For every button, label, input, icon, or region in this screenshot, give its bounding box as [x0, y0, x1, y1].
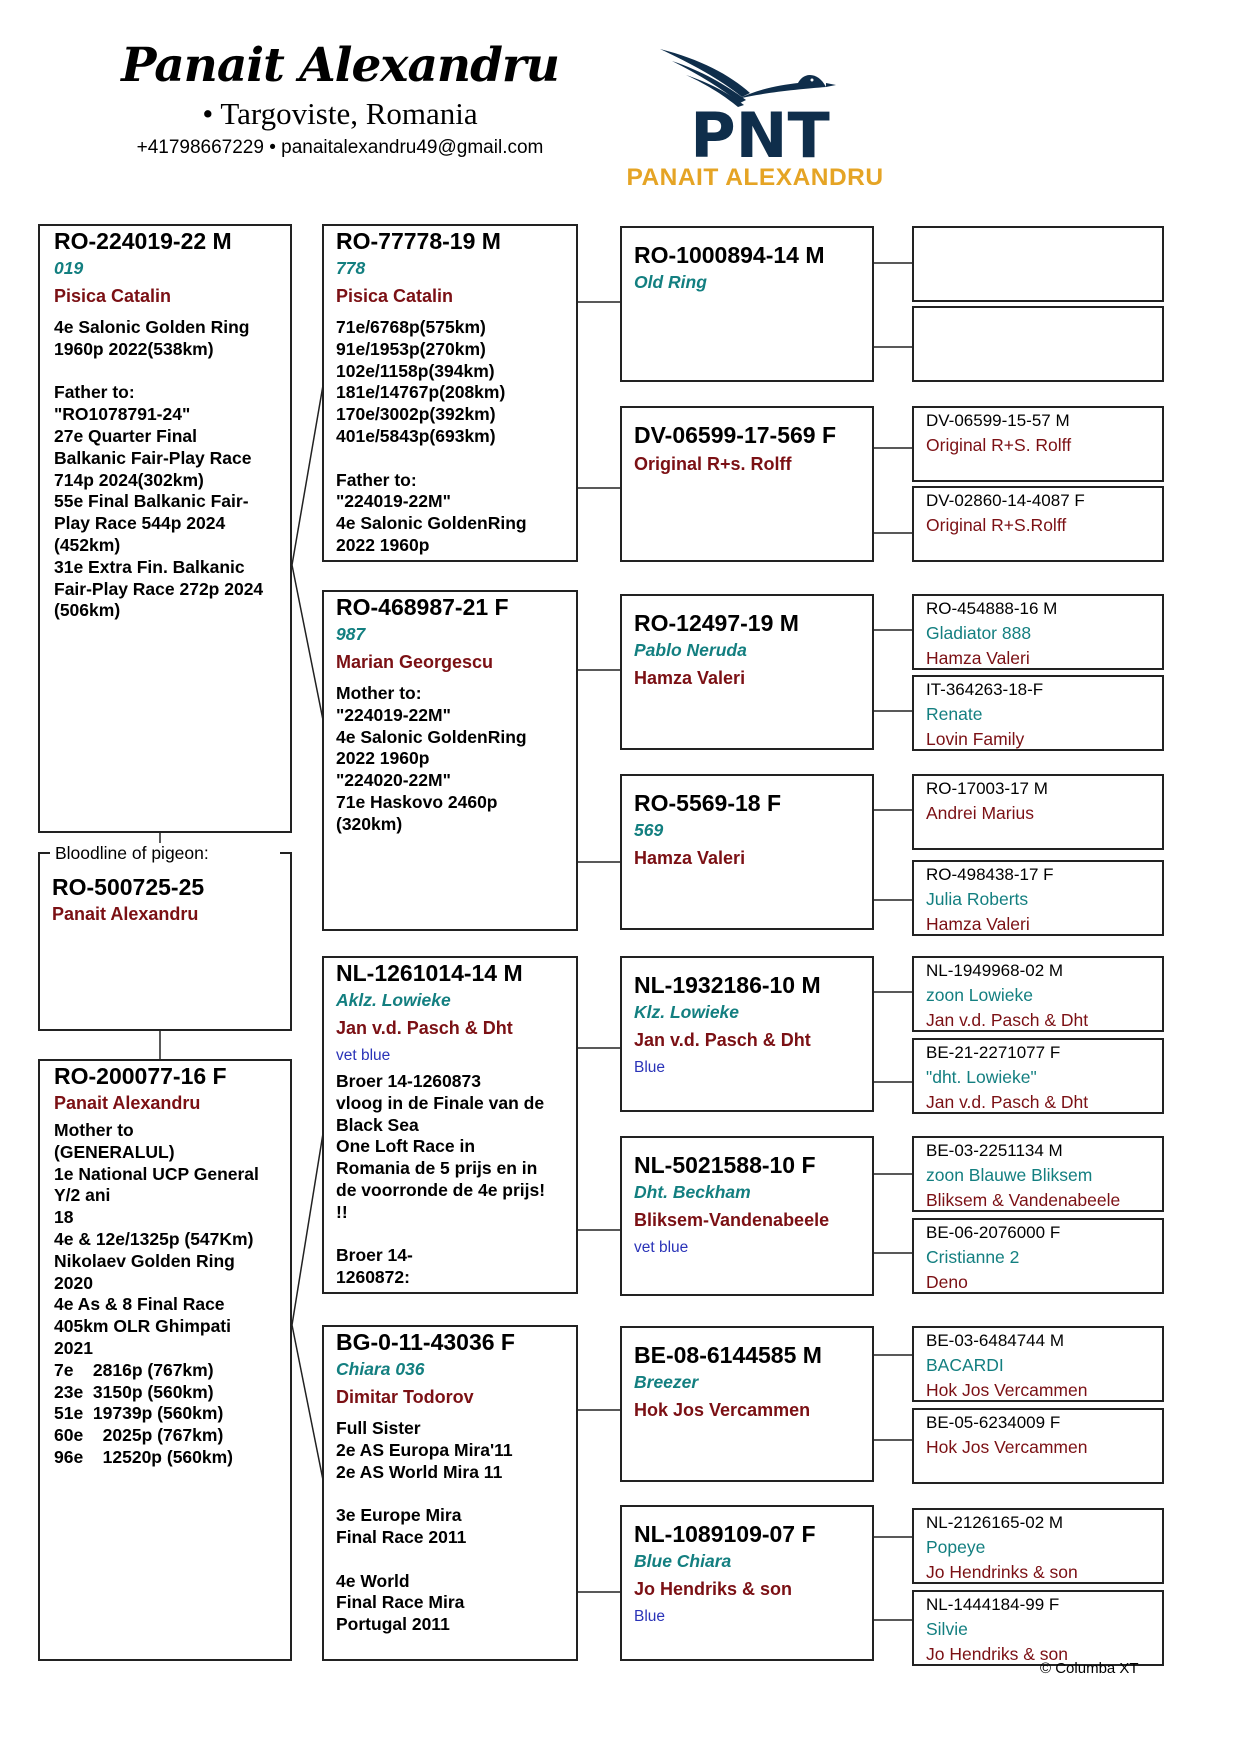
logo-letters: PNT	[690, 99, 830, 160]
gen1-name: Chiara 036	[336, 1359, 425, 1379]
gen3-owner: Andrei Marius	[926, 803, 1034, 823]
gen2-name: Breezer	[634, 1372, 699, 1392]
gen2-card-6	[620, 1326, 874, 1482]
gen2-ring: NL-1089109-07 F	[634, 1521, 816, 1547]
gen3-card-4	[912, 594, 1164, 670]
gen3-owner: Bliksem & Vandenabeele	[926, 1190, 1121, 1210]
gen3-owner: Jan v.d. Pasch & Dht	[926, 1010, 1089, 1030]
gen3-name: "dht. Lowieke"	[926, 1067, 1037, 1087]
gen3-owner: Original R+S. Rolff	[926, 435, 1072, 455]
gen1-name: 987	[336, 624, 366, 644]
gen2-ring: RO-1000894-14 M	[634, 242, 825, 268]
gen3-ring: BE-03-2251134 M	[926, 1141, 1063, 1160]
mate-notes: Mother to (GENERALUL) 1e National UCP General Y/2 ani 18 4e & 12e/1325p (547Km) Nikolaev Golden Ring 2020 4e As & 8 Final Race 405km OLR Ghimpati 2021 7e 2816p (767km) 23e 3150p (560km) 51e 19739p (560km) 60e 2025p (767km) 96e 12520p (560km)	[54, 1120, 259, 1467]
gen3-ring: RO-498438-17 F	[926, 865, 1054, 884]
gen2-card-5	[620, 1136, 874, 1296]
gen1-card-1	[322, 590, 578, 931]
gen2-ring: RO-5569-18 F	[634, 790, 782, 816]
gen2-owner: Hok Jos Vercammen	[634, 1400, 811, 1420]
gen1-card-0	[322, 224, 578, 562]
gen3-ring: IT-364263-18-F	[926, 680, 1044, 699]
gen3-card-8	[912, 956, 1164, 1032]
main-ring: RO-224019-22 M	[54, 228, 232, 254]
bloodline-ring: RO-500725-25	[52, 874, 205, 900]
main-pigeon-card	[38, 224, 292, 833]
gen3-card-5	[912, 675, 1164, 751]
gen1-notes: 71e/6768p(575km) 91e/1953p(270km) 102e/1158p(394km) 181e/14767p(208km) 170e/3002p(392km) 401e/5843p(693km) Father to: "224019-22M" 4e Salonic GoldenRing 2022 1960p	[336, 317, 527, 555]
gen2-ring: BE-08-6144585 M	[634, 1342, 822, 1368]
logo-text: PANAIT ALEXANDRU	[626, 164, 884, 191]
gen2-ring: NL-1932186-10 M	[634, 972, 821, 998]
bloodline-card	[38, 852, 292, 1031]
gen3-name: Silvie	[926, 1619, 968, 1639]
gen3-owner: Hok Jos Vercammen	[926, 1380, 1088, 1400]
gen2-card-1	[620, 406, 874, 562]
gen1-ring: NL-1261014-14 M	[336, 960, 523, 986]
gen3-card-14	[912, 1508, 1164, 1584]
gen3-ring: NL-1949968-02 M	[926, 961, 1064, 980]
gen1-notes: Broer 14-1260873 vloog in de Finale van de Black Sea One Loft Race in Romania de 5 prijs en in de voorronde de 4e prijs! !! Broer 14- 1260872:	[336, 1071, 546, 1288]
gen2-color: vet blue	[634, 1239, 689, 1256]
gen3-name: Gladiator 888	[926, 623, 1032, 643]
gen1-card-3	[322, 1325, 578, 1661]
gen2-name: 569	[634, 820, 664, 840]
gen3-ring: RO-17003-17 M	[926, 779, 1048, 798]
breeder-name: Panait Alexandru	[121, 38, 559, 93]
gen1-name: 778	[336, 258, 366, 278]
gen3-owner: Lovin Family	[926, 729, 1025, 749]
gen3-name: Julia Roberts	[926, 889, 1029, 909]
gen3-ring: DV-06599-15-57 M	[926, 411, 1070, 430]
gen2-owner: Hamza Valeri	[634, 668, 746, 688]
gen2-color: Blue	[634, 1059, 666, 1076]
gen2-owner: Hamza Valeri	[634, 848, 746, 868]
gen3-ring: BE-03-6484744 M	[926, 1331, 1064, 1350]
gen3-owner: Hamza Valeri	[926, 648, 1030, 668]
gen2-owner: Original R+s. Rolff	[634, 454, 792, 474]
gen3-ring: BE-05-6234009 F	[926, 1413, 1061, 1432]
breeder-contact: +41798667229 • panaitalexandru49@gmail.com	[136, 137, 544, 158]
gen3-owner: Jo Hendriks & son	[926, 1644, 1069, 1664]
gen3-name: Cristianne 2	[926, 1247, 1020, 1267]
gen2-owner: Jan v.d. Pasch & Dht	[634, 1030, 811, 1050]
gen3-ring: RO-454888-16 M	[926, 599, 1058, 618]
gen3-name: zoon Lowieke	[926, 985, 1034, 1005]
copyright-footer: © Columba XT	[1040, 1660, 1139, 1677]
gen2-card-7	[620, 1505, 874, 1661]
gen3-name: BACARDI	[926, 1355, 1004, 1375]
gen3-ring: NL-1444184-99 F	[926, 1595, 1060, 1614]
gen3-card-1	[912, 306, 1164, 382]
gen3-owner: Jan v.d. Pasch & Dht	[926, 1092, 1089, 1112]
gen3-card-13	[912, 1408, 1164, 1484]
mate-ring: RO-200077-16 F	[54, 1063, 227, 1089]
gen3-name: Popeye	[926, 1537, 986, 1557]
main-pigeon-name: 019	[54, 258, 84, 278]
gen1-owner: Dimitar Todorov	[336, 1387, 474, 1407]
bloodline-owner: Panait Alexandru	[52, 904, 199, 924]
gen3-owner: Deno	[926, 1272, 968, 1292]
gen2-ring: NL-5021588-10 F	[634, 1152, 816, 1178]
gen3-card-12	[912, 1326, 1164, 1402]
gen1-owner: Pisica Catalin	[336, 286, 454, 306]
gen3-card-9	[912, 1038, 1164, 1114]
gen2-ring: RO-12497-19 M	[634, 610, 799, 636]
gen1-owner: Marian Georgescu	[336, 652, 494, 672]
gen3-card-3	[912, 486, 1164, 562]
gen1-color: vet blue	[336, 1047, 391, 1064]
gen1-ring: RO-77778-19 M	[336, 228, 501, 254]
gen2-owner: Bliksem-Vandenabeele	[634, 1210, 830, 1230]
gen3-ring: NL-2126165-02 M	[926, 1513, 1064, 1532]
gen3-card-2	[912, 406, 1164, 482]
bloodline-label: Bloodline of pigeon:	[52, 843, 212, 864]
gen3-card-15	[912, 1590, 1164, 1666]
gen1-ring: RO-468987-21 F	[336, 594, 509, 620]
gen3-card-7	[912, 860, 1164, 936]
gen2-name: Blue Chiara	[634, 1551, 732, 1571]
breeder-location: • Targoviste, Romania	[202, 96, 478, 131]
gen2-name: Old Ring	[634, 272, 707, 292]
pnt-logo-icon	[650, 45, 870, 160]
gen3-name: Renate	[926, 704, 983, 724]
gen1-name: Aklz. Lowieke	[336, 990, 451, 1010]
gen2-name: Klz. Lowieke	[634, 1002, 740, 1022]
gen3-ring: DV-02860-14-4087 F	[926, 491, 1085, 510]
gen1-notes: Mother to: "224019-22M" 4e Salonic GoldenRing 2022 1960p "224020-22M" 71e Haskovo 2460p (320km)	[336, 683, 527, 834]
mate-pigeon-card	[38, 1059, 292, 1661]
gen2-card-0	[620, 226, 874, 382]
gen3-card-11	[912, 1218, 1164, 1294]
gen2-color: Blue	[634, 1608, 666, 1625]
gen2-card-4	[620, 956, 874, 1112]
gen2-owner: Jo Hendriks & son	[634, 1579, 793, 1599]
gen3-owner: Original R+S.Rolff	[926, 515, 1067, 535]
gen1-ring: BG-0-11-43036 F	[336, 1329, 515, 1355]
gen2-card-3	[620, 774, 874, 930]
gen1-notes: Full Sister 2e AS Europa Mira'11 2e AS World Mira 11 3e Europe Mira Final Race 2011 4e World Final Race Mira Portugal 2011	[336, 1418, 513, 1635]
gen2-name: Pablo Neruda	[634, 640, 747, 660]
gen3-card-0	[912, 226, 1164, 302]
gen3-card-6	[912, 774, 1164, 850]
gen2-card-2	[620, 594, 874, 750]
gen1-card-2	[322, 956, 578, 1294]
gen3-card-10	[912, 1136, 1164, 1212]
gen3-owner: Hok Jos Vercammen	[926, 1437, 1088, 1457]
gen3-ring: BE-21-2271077 F	[926, 1043, 1061, 1062]
gen3-ring: BE-06-2076000 F	[926, 1223, 1061, 1242]
main-owner: Pisica Catalin	[54, 286, 172, 306]
gen2-name: Dht. Beckham	[634, 1182, 751, 1202]
main-notes: 4e Salonic Golden Ring 1960p 2022(538km) Father to: "RO1078791-24" 27e Quarter Final Balkanic Fair-Play Race 714p 2024(302km) 55e Final Balkanic Fair- Play Race 544p 2024 (452km) 31e Extra Fin. Balkanic Fair-Play Race 272p 2024 (506km)	[54, 317, 264, 621]
gen3-owner: Jo Hendrinks & son	[926, 1562, 1078, 1582]
gen3-name: zoon Blauwe Bliksem	[926, 1165, 1093, 1185]
gen3-owner: Hamza Valeri	[926, 914, 1030, 934]
mate-owner: Panait Alexandru	[54, 1093, 201, 1113]
gen1-owner: Jan v.d. Pasch & Dht	[336, 1018, 513, 1038]
gen2-ring: DV-06599-17-569 F	[634, 422, 837, 448]
